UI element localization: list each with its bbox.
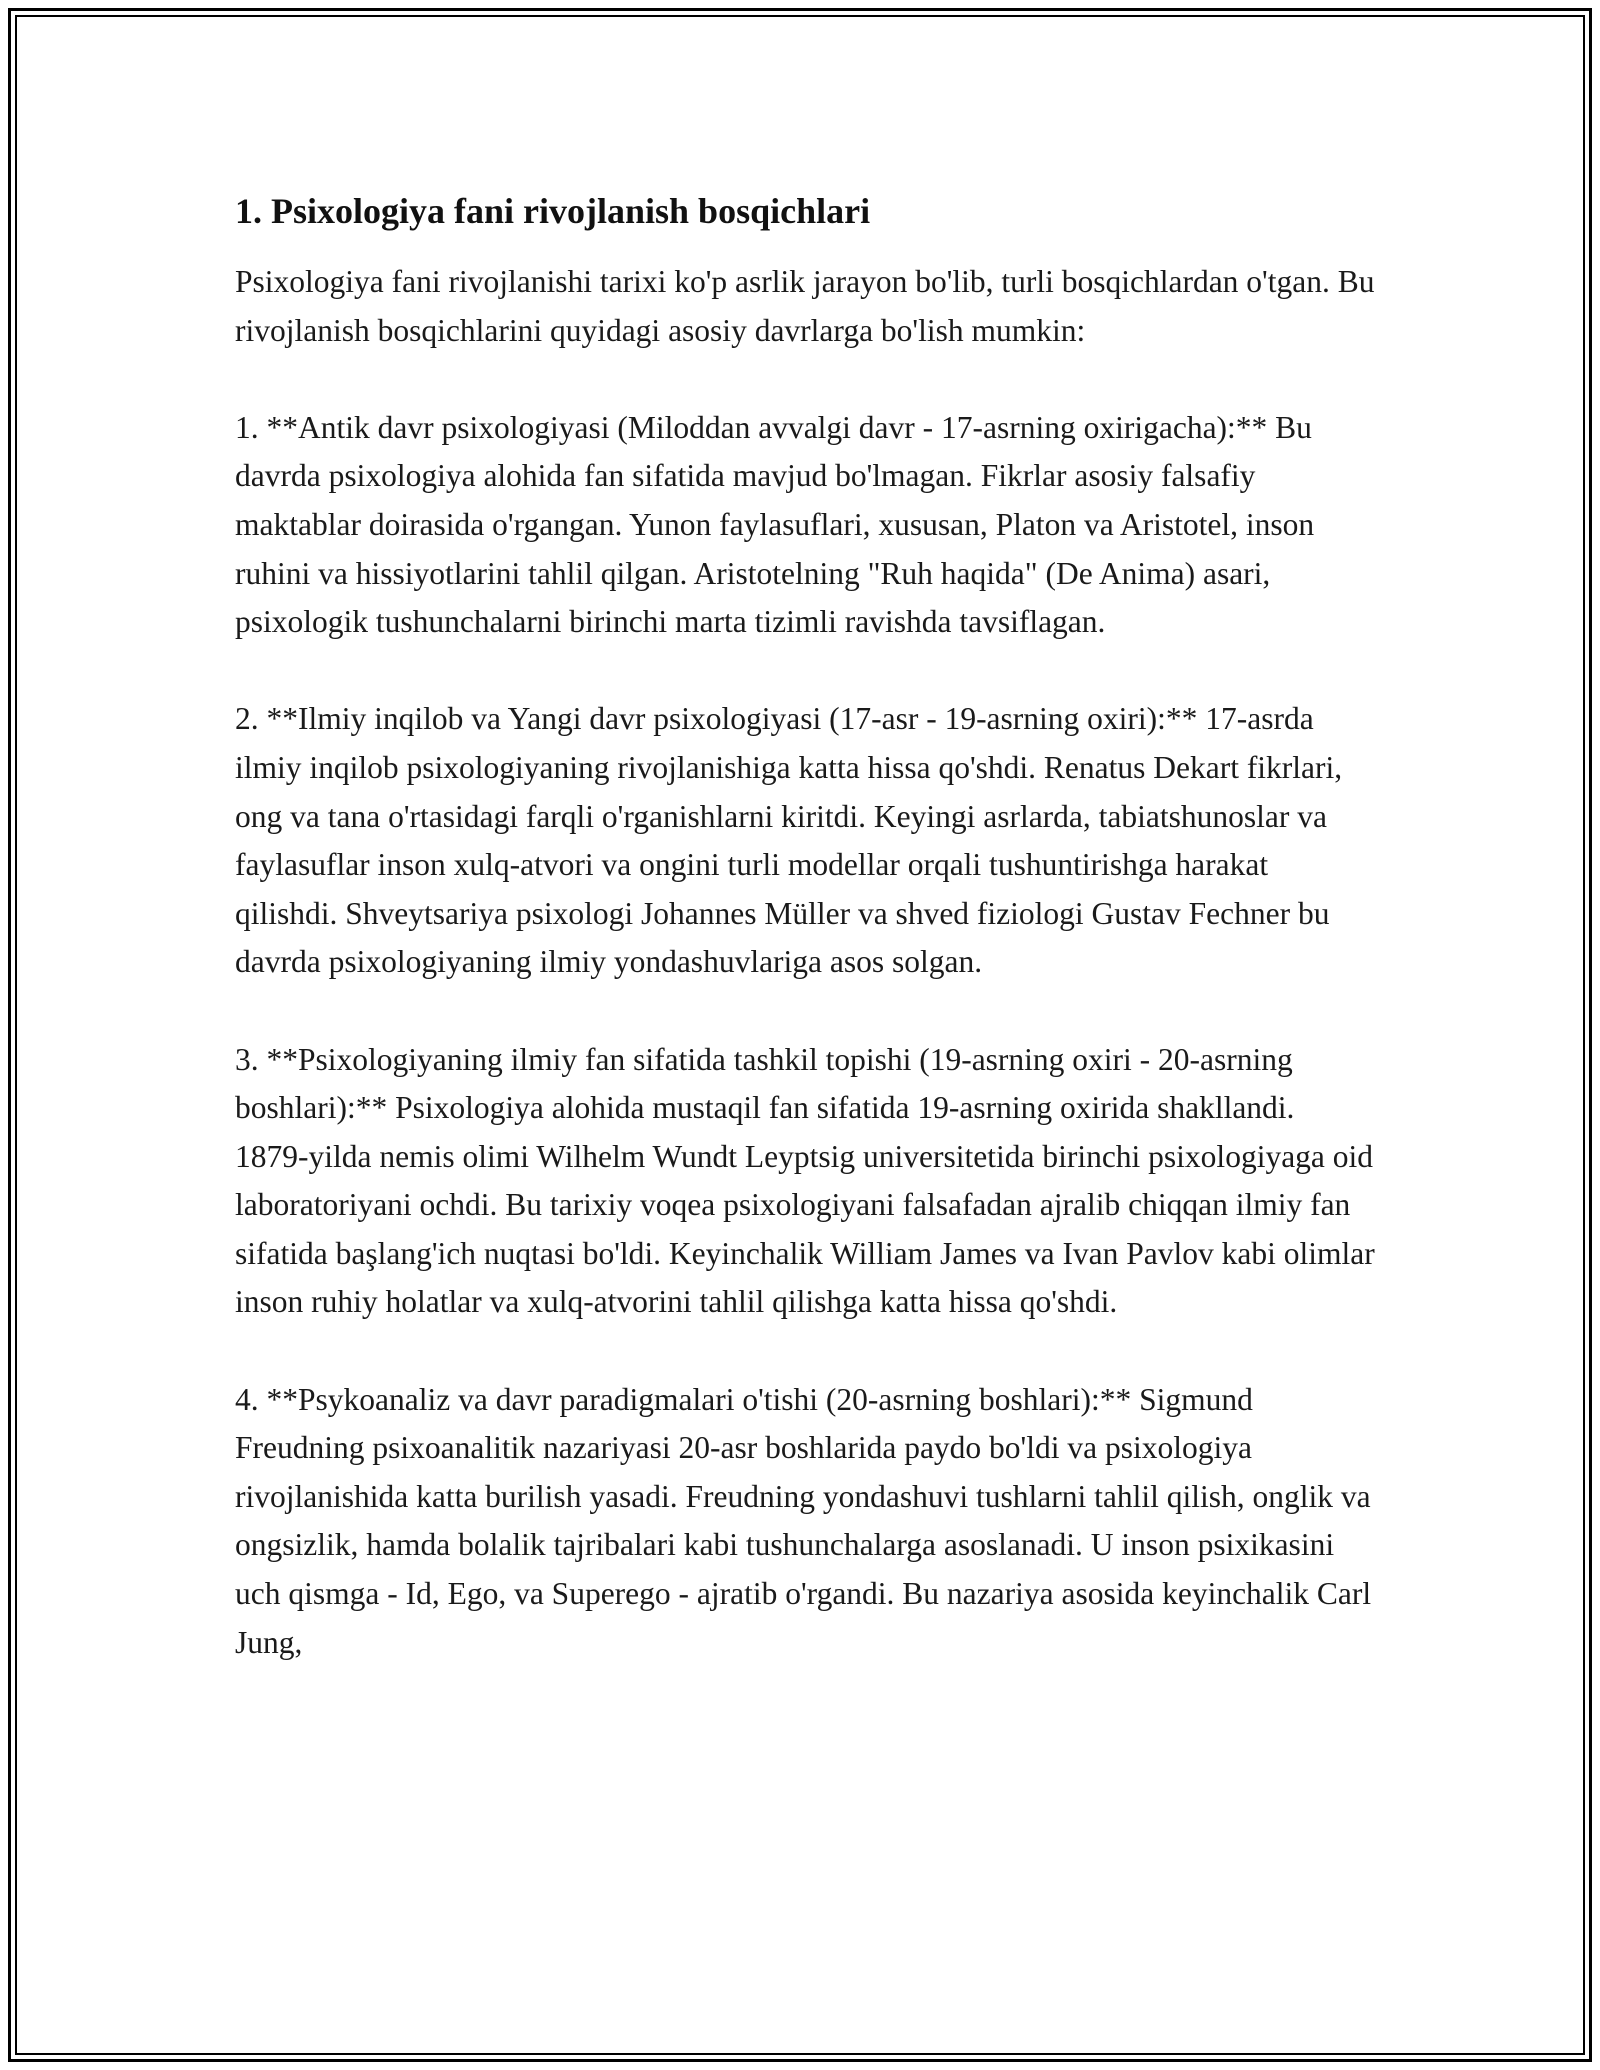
document-title: 1. Psixologiya fani rivojlanish bosqichlari: [235, 191, 871, 231]
paragraph-psykoanaliz: 4. **Psykoanaliz va davr paradigmalari o'tishi (20-asrning boshlari):** Sigmund Freudning psixoanalitik nazariyasi 20-asr boshlarida paydo bo'ldi va psixologiya rivojlanishida katta burilish yasadi. Freudning yondashuvi tushlarni tahlil qilish, onglik va ongsizlik, hamda bolalik tajribalari kabi tushunchalarga asoslanadi. U inson psixikasini uch qismga - Id, Ego, va Superego - ajratib o'rgandi. Bu nazariya asosida keyinchalik Carl Jung,: [235, 1381, 1372, 1660]
paragraph-ilmiy-fan: 3. **Psixologiyaning ilmiy fan sifatida tashkil topishi (19-asrning oxiri - 20-asrning boshlari):** Psixologiya alohida mustaqil fan sifatida 19-asrning oxirida shakllandi. 1879-yilda nemis olimi Wilhelm Wundt Leyptsig universitetida birinchi psixologiyaga oid laboratoriyani ochdi. Bu tarixiy voqea psixologiyani falsafadan ajralib chiqqan ilmiy fan sifatida başlang'ich nuqtasi bo'ldi. Keyinchalik William James va Ivan Pavlov kabi olimlar inson ruhiy holatlar va xulq-atvorini tahlil qilishga katta hissa qo'shdi.: [235, 1041, 1375, 1320]
paragraph-antik-davr: 1. **Antik davr psixologiyasi (Miloddan avvalgi davr - 17-asrning oxirigacha):** Bu davrda psixologiya alohida fan sifatida mavjud bo'lmagan. Fikrlar asosiy falsafiy maktablar doirasida o'rgangan. Yunon faylasuflari, xususan, Platon va Aristotel, inson ruhini va hissiyotlarini tahlil qilgan. Aristotelning "Ruh haqida" (De Anima) asari, psixologik tushunchalarni birinchi marta tizimli ravishda tavsiflagan.: [235, 409, 1315, 640]
intro-paragraph: Psixologiya fani rivojlanishi tarixi ko'p asrlik jarayon bo'lib, turli bosqichlardan o'tgan. Bu rivojlanish bosqichlarini quyidagi asosiy davrlarga bo'lish mumkin:: [235, 264, 1375, 348]
document-body: [235, 186, 1375, 1716]
paragraph-ilmiy-inqilob: 2. **Ilmiy inqilob va Yangi davr psixologiyasi (17-asr - 19-asrning oxiri):** 17-asrda ilmiy inqilob psixologiyaning rivojlanishiga katta hissa qo'shdi. Renatus Dekart fikrlari, ong va tana o'rtasidagi farqli o'rganishlarni kiritdi. Keyingi asrlarda, tabiatshunoslar va faylasuflar inson xulq-atvori va ongini turli modellar orqali tushuntirishga harakat qilishdi. Shveytsariya psixologi Johannes Müller va shved fiziologi Gustav Fechner bu davrda psixologiyaning ilmiy yondashuvlariga asos solgan.: [235, 701, 1343, 980]
